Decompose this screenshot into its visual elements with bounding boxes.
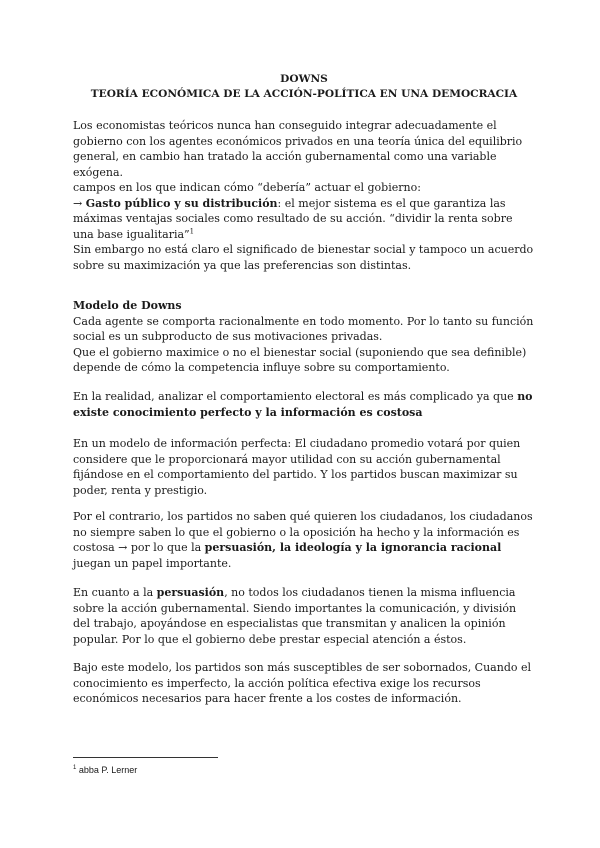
public-spending-text: : el mejor sistema es el que garantiza las máximas ventajas sociales como resultado de su acción. “dividir la renta sobre una base igualitaria” [73,196,513,241]
model-heading [73,298,535,314]
model-paragraph-rational: Cada agente se comporta racionalmente en todo momento. Por lo tanto su función social es un subproducto de sus motivaciones privadas. [73,314,534,344]
public-spending-paragraph [73,196,535,243]
model-section [73,298,535,376]
model-paragraph-persuasion [73,585,535,647]
reality-emphasis: no existe conocimiento perfecto y la información es costosa [73,390,533,419]
model-paragraph-reality [73,389,535,420]
persuasion-text: En cuanto a la [73,586,157,599]
model-paragraph-welfare: Que el gobierno maximice o no el bienestar social (suponiendo que sea definible) depende de cómo la competencia influye sobre su comportamiento. [73,345,527,375]
reality-text: En la realidad, analizar el comportamiento electoral es más complicado ya que [73,390,518,403]
persuasion-text-end: , no todos los ciudadanos tienen la misma influencia sobre la acción gubernamental. Siendo importantes la comunicación, y división del trabajo, apoyándose en especialistas que transmitan y analicen la opinión popular. Por lo que el gobierno debe prestar especial atención a éstos. [73,586,517,646]
model-paragraph-bribery: Bajo este modelo, los partidos son más susceptibles de ser sobornados, Cuando el conocimiento es imperfecto, la acción política efectiva exige los recursos económicos necesarios para hacer frente a los costes de información. [73,661,532,706]
intro-government-fields [73,180,535,274]
footnote-text: abba P. Lerner [76,765,138,775]
model-paragraph-perfect-information: En un modelo de información perfecta: El ciudadano promedio votará por quien considere que le proporcionará mayor utilidad con su acción gubernamental fijándose en el comportamiento del partido. Y los partidos buscan maximizar su poder, renta y prestigio. [73,437,521,497]
document-subtitle: TEORÍA ECONÓMICA DE LA ACCIÓN-POLÍTICA EN UNA DEMOCRACIA [90,88,518,100]
intro-paragraph: Los economistas teóricos nunca han conseguido integrar adecuadamente el gobierno con los agentes económicos privados en una teoría única del equilibrio general, en cambio han tratado la acción gubernamental como una variable exógena. [73,119,523,179]
public-spending-term: Gasto público y su distribución [85,196,278,210]
model-paragraph-imperfect [73,509,535,571]
footnote-divider [73,757,218,758]
fields-intro-line: campos en los que indican cómo “debería” actuar el gobierno: [73,181,421,194]
imperfect-text: Por el contrario, los partidos no saben qué quieren los ciudadanos, los ciudadanos no siempre saben lo que el gobierno o la oposición ha hecho y la información es costosa → por lo que la [73,510,533,555]
persuasion-emphasis: persuasión [156,586,225,599]
imperfect-text-end: juegan un papel importante. [73,556,232,570]
arrow-glyph: → [73,196,86,210]
model-heading-text: Modelo de Downs [73,299,182,312]
footnote-mark: 1 [73,765,77,771]
document-title: DOWNS [280,73,328,85]
footnote-reference: 1 [189,227,195,236]
social-welfare-paragraph: Sin embargo no está claro el significado de bienestar social y tampoco un acuerdo sobre su maximización ya que las preferencias son distintas. [73,243,534,272]
imperfect-emphasis: persuasión, la ideología y la ignorancia racional [204,541,502,555]
footnote [73,764,137,776]
